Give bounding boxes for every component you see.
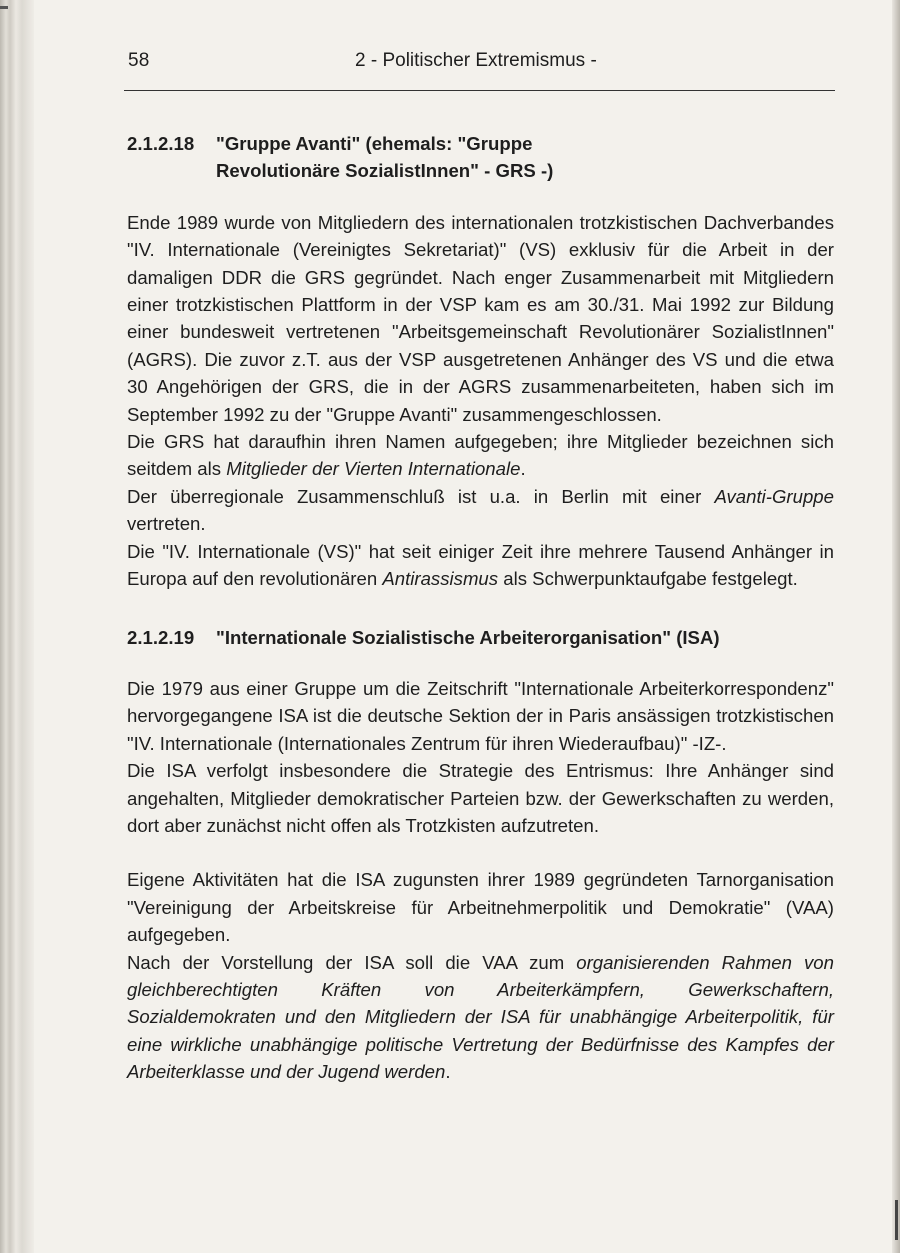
section-title-line-2: Revolutionäre SozialistInnen" - GRS -) (216, 160, 554, 182)
text-run: Der überregionale Zusammenschluß ist u.a. in Berlin mit einer (127, 485, 715, 507)
section-heading-2-1-2-18 (127, 130, 834, 185)
emphasis: organisierenden Rahmen von gleichberechtigten Kräften von Arbeiterkämpfern, Gewerkschaftern, Sozialdemokraten und den Mitgliedern der ISA für unabhängige Arbeiterpolitik, für eine wirkliche unabhängige politische Vertretung der Bedürfnisse des Kampfes der Arbeiterklasse und der Jugend werden (127, 951, 834, 1083)
running-head: 2 - Politischer Extremismus - (355, 50, 597, 71)
text-run: vertreten. (127, 513, 206, 535)
text-run: . (520, 458, 526, 480)
edge-mark (895, 1200, 898, 1240)
paragraph (127, 538, 834, 593)
section-title: "Internationale Sozialistische Arbeiterorganisation" (ISA) (216, 626, 720, 648)
page-header (128, 50, 834, 94)
header-rule (124, 90, 835, 91)
paragraph: Eigene Aktivitäten hat die ISA zugunsten ihrer 1989 gegründeten Tarnorganisation "Vereinigung der Arbeitskreise für Arbeitnehmerpolitik und Demokratie" (VAA) aufgegeben. (127, 869, 834, 946)
section-number: 2.1.2.18 (127, 133, 195, 154)
text-run: Die GRS hat daraufhin ihren Namen aufgegeben; ihre Mitglieder bezeichnen sich seitdem als (127, 431, 834, 480)
text-run: . (445, 1061, 451, 1083)
text-run: Die "IV. Internationale (VS)" hat seit einiger Zeit ihre mehrere Tausend Anhänger in Europa auf den revolutionären (127, 540, 834, 590)
page-right-edge (892, 0, 900, 1253)
emphasis: Antirassismus (382, 568, 499, 590)
paragraph: Die ISA verfolgt insbesondere die Strategie des Entrismus: Ihre Anhänger sind angehalten, Mitglieder demokratischer Parteien bzw. der Gewerkschaften zu werden, dort aber zunächst nicht offen als Trotzkisten aufzutreten. (127, 760, 834, 836)
page-number: 58 (128, 50, 150, 71)
emphasis: Mitglieder der Vierten Internationale (226, 458, 521, 480)
paragraph: Ende 1989 wurde von Mitgliedern des internationalen trotzkistischen Dachverbandes "IV. Internationale (Vereinigtes Sekretariat)" (VS) exklusiv für die Arbeit in der damaligen DDR die GRS gegründet. Nach enger Zusammenarbeit mit Mitgliedern einer trotzkistischen Plattform in der VSP kam es am 30./31. Mai 1992 zur Bildung einer bundesweit vertretenen "Arbeitsgemeinschaft Revolutionärer SozialistInnen" (AGRS). Die zuvor z.T. aus der VSP ausgetretenen Anhänger des VS und die etwa 30 Angehörigen der GRS, die in der AGRS zusammenarbeiteten, haben sich im September 1992 zu der "Gruppe Avanti" zusammengeschlossen. (127, 211, 834, 425)
paragraph (127, 428, 834, 483)
paragraph (127, 483, 834, 538)
text-run: Nach der Vorstellung der ISA soll die VAA zum (127, 951, 577, 973)
section-number: 2.1.2.19 (127, 626, 195, 648)
section-title (216, 130, 834, 185)
page-binding-shadow (0, 0, 34, 1253)
section-title-line-1: "Gruppe Avanti" (ehemals: "Gruppe (216, 133, 533, 154)
section-heading-2-1-2-19 (127, 624, 834, 651)
paragraph (127, 949, 834, 1086)
emphasis: Avanti-Gruppe (714, 485, 834, 507)
document-body (127, 130, 834, 1086)
binding-mark (0, 6, 8, 9)
text-run: als Schwerpunktaufgabe festgelegt. (498, 568, 798, 590)
paragraph: Die 1979 aus einer Gruppe um die Zeitschrift "Internationale Arbeiterkorrespondenz" hervorgegangene ISA ist die deutsche Sektion der in Paris ansässigen trotzkistischen "IV. Internationale (Internationales Zentrum für ihren Wiederaufbau)" -IZ-. (127, 677, 834, 754)
